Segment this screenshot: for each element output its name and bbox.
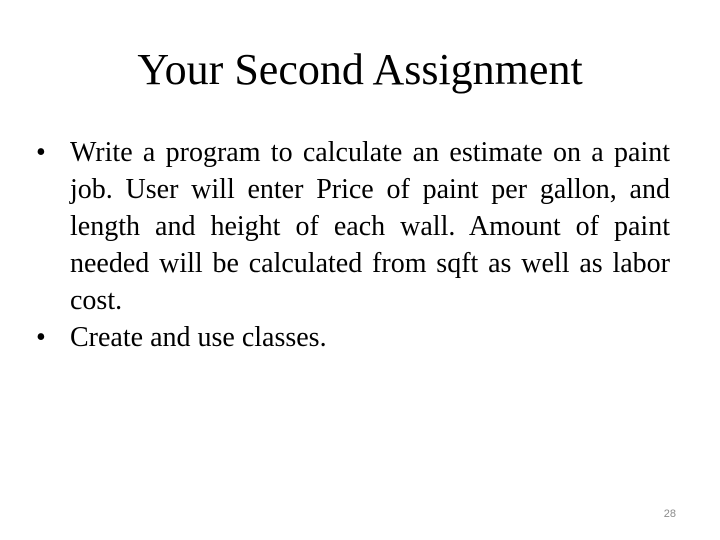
bullet-list xyxy=(36,134,670,356)
bullet-text: Write a program to calculate an estimate on a paint job. User will enter Price of paint per gallon, and length and height of each wall. Amount of paint needed will be calculated from sqft as well as labor cost. xyxy=(70,137,670,316)
slide-title: Your Second Assignment xyxy=(137,45,583,94)
bullet-item-program-description xyxy=(36,134,670,319)
bullet-marker-icon: • xyxy=(36,322,46,353)
bullet-item-classes xyxy=(36,319,670,356)
bullet-marker-icon: • xyxy=(36,137,46,168)
bullet-text: Create and use classes. xyxy=(70,322,327,353)
page-number: 28 xyxy=(663,508,676,520)
